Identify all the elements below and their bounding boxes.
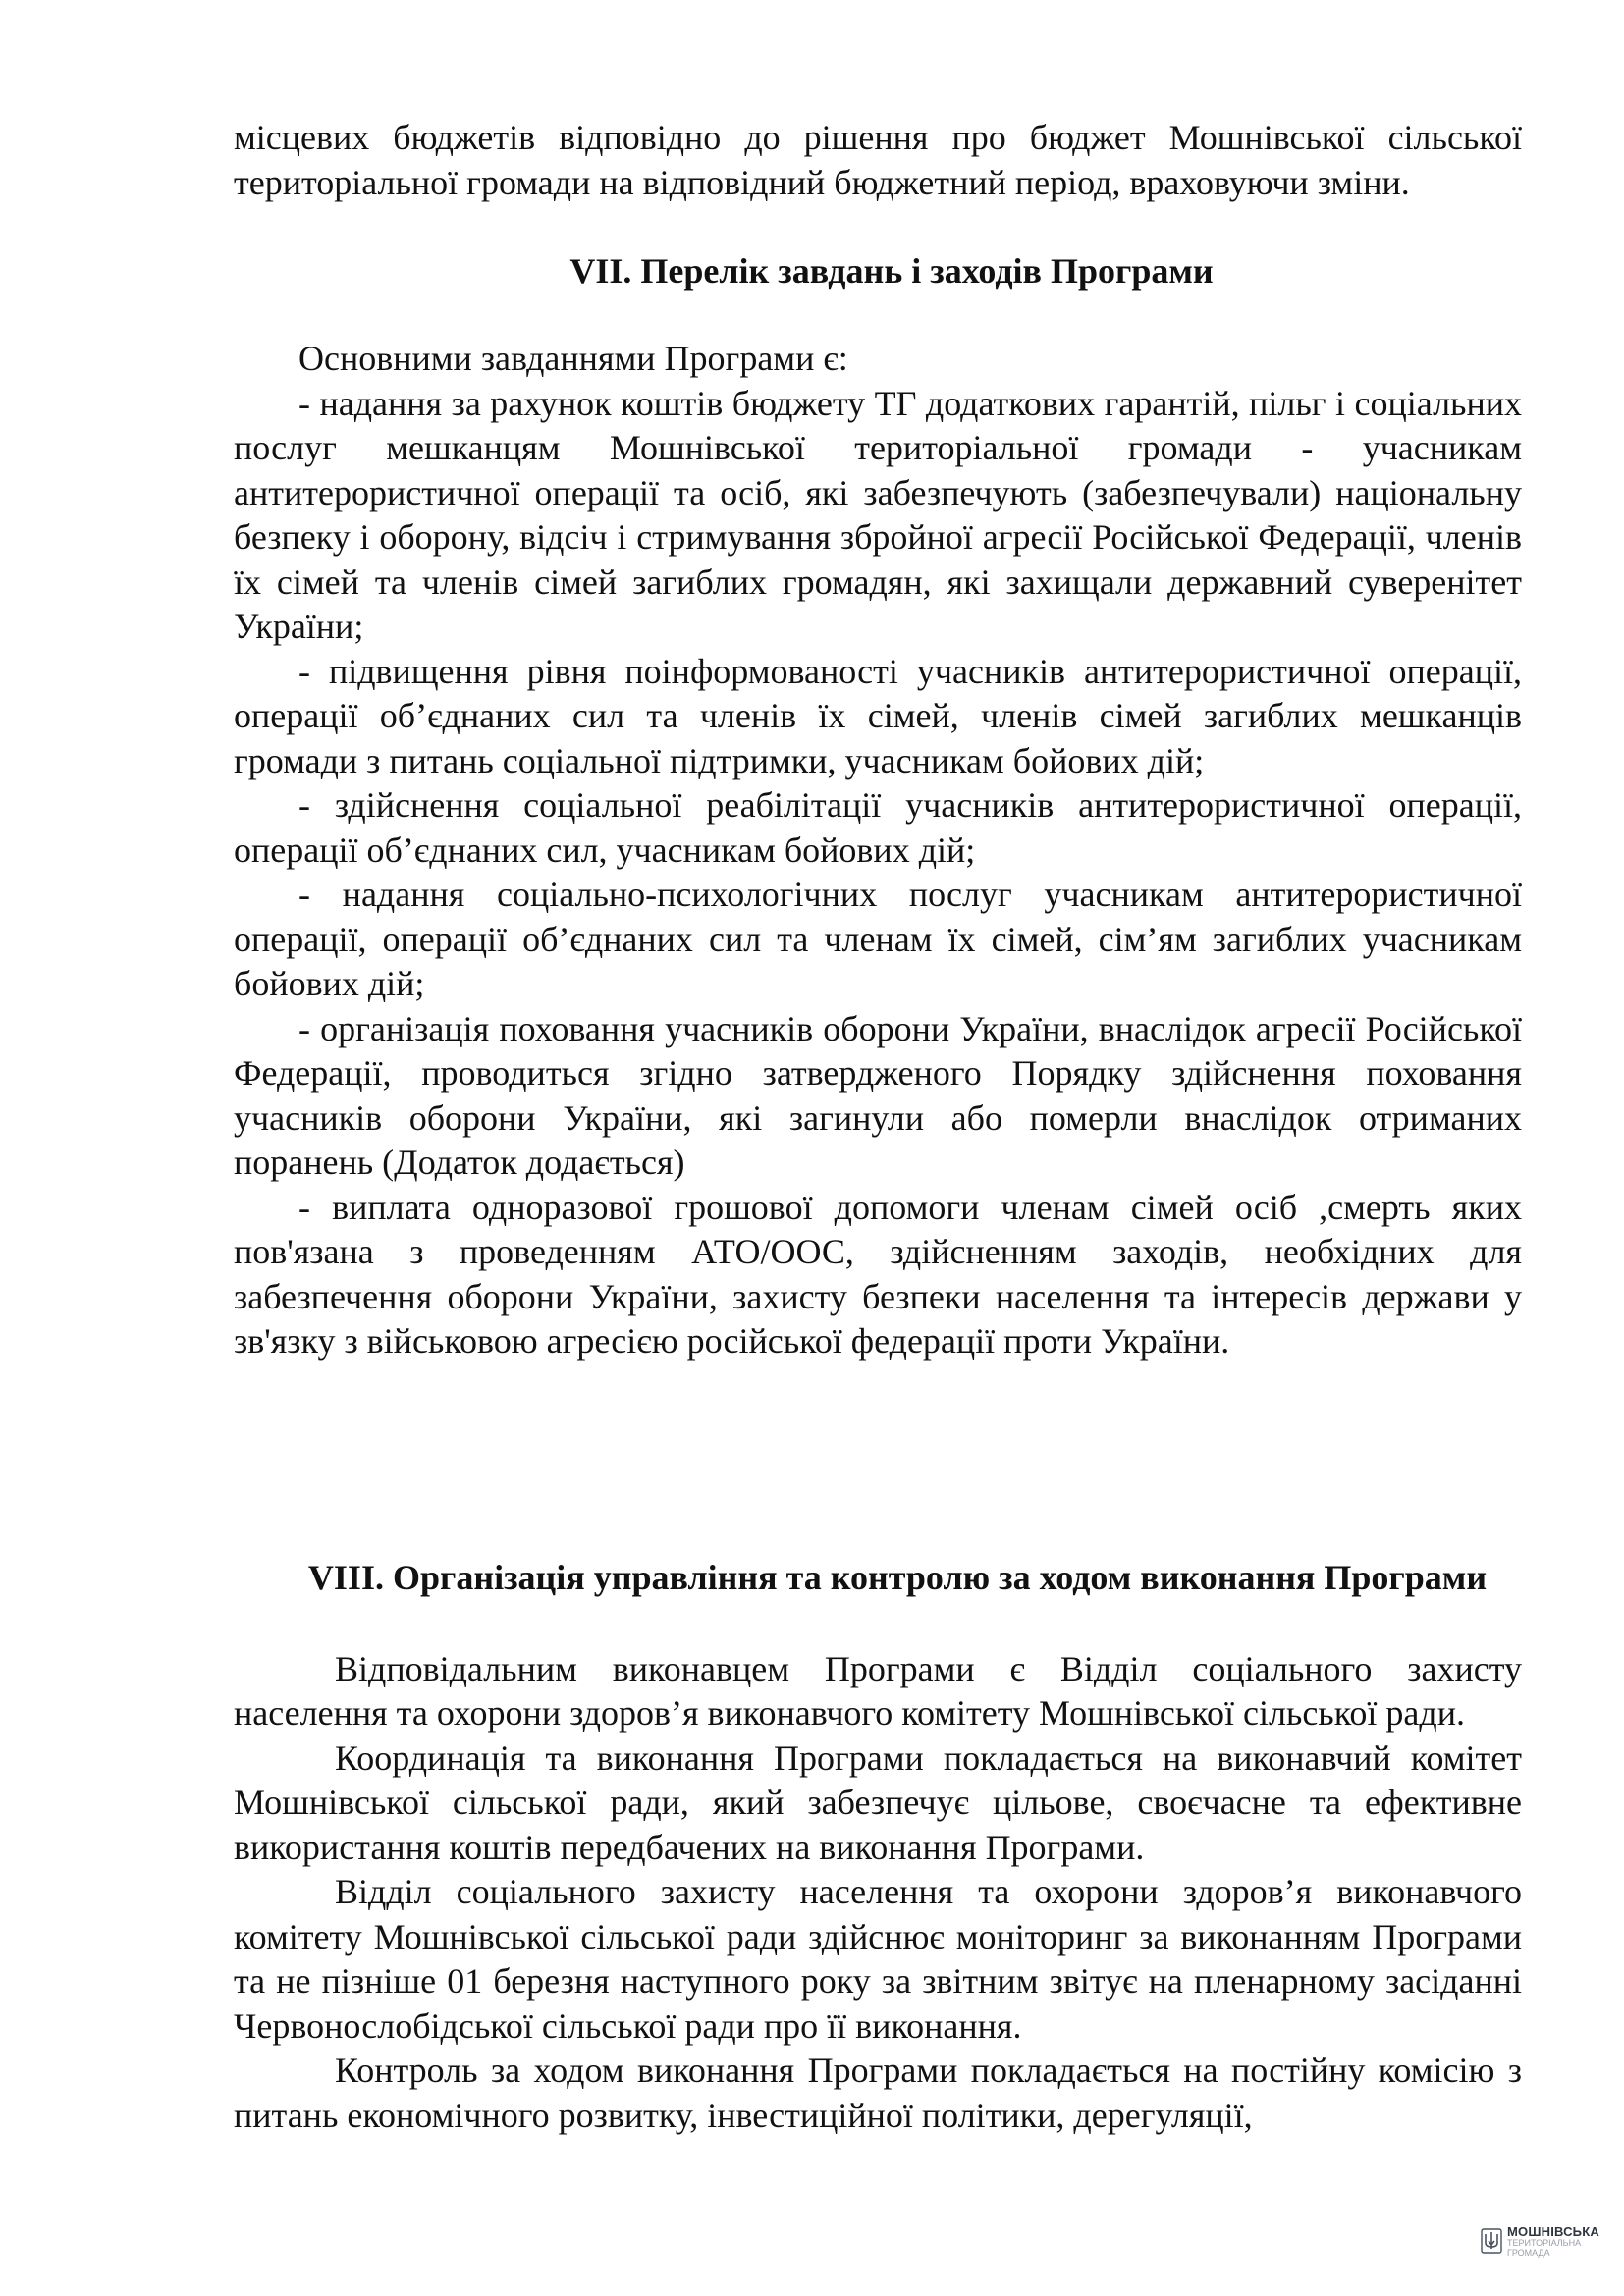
section-8-paragraph: Координація та виконання Програми покладається на виконавчий комітет Мошнівської сільської ради, який забезпечує цільове, своєчасне та ефективне використання коштів передбачених на виконання Програми. [234,1737,1522,1867]
section-7-item: - надання за рахунок коштів бюджету ТГ додаткових гарантій, пільг і соціальних послуг мешканцям Мошнівської територіальної громади - учасникам антитерористичної операції та осіб, які забезпечують (забезпечували) національну безпеку і оборону, відсіч і стримування збройної агресії Російської Федерації, членів їх сімей та членів сімей загиблих громадян, які захищали державний суверенітет України; [234,383,1522,646]
watermark-subtitle-2: ГРОМАДА [1507,2248,1550,2258]
trident-icon [1481,2228,1502,2256]
document-page [234,116,1522,2138]
section-8-heading: VІІІ. Організація управління та контролю за ходом виконання Програми [307,1557,1488,1597]
intro-paragraph: місцевих бюджетів відповідно до рішення про бюджет Мошнівської сільської територіальної громади на відповідний бюджетний період, враховуючи зміни. [234,118,1522,202]
section-7-item: - підвищення рівня поінформованості учасників антитерористичної операції, операції об’єднаних сил та членів їх сімей, членів сімей загиблих мешканців громади з питань соціальної підтримки, учасникам бойових дій; [234,651,1522,780]
section-8-paragraph: Відділ соціального захисту населення та охорони здоров’я виконавчого комітету Мошнівської сільської ради здійснює моніторинг за виконанням Програми та не пізніше 01 березня наступного року за звітним звітує на пленарному засіданні Червонослобідської сільської ради про її виконання. [234,1872,1522,2046]
watermark-text [1507,2225,1599,2258]
section-7-item: - виплата одноразової грошової допомоги членам сімей осіб ,смерть яких пов'язана з проведенням АТО/ООС, здійсненням заходів, необхідних для забезпечення оборони України, захисту безпеки населення та інтересів держави у зв'язку з військовою агресією російської федерації проти України. [234,1187,1522,1361]
section-7-item: - організація поховання учасників оборони України, внаслідок агресії Російської Федерації, проводиться згідно затвердженого Порядку здійснення поховання учасників оборони України, які загинули або померли внаслідок отриманих поранень (Додаток додається) [234,1008,1522,1182]
watermark-name: МОШНІВСЬКА [1507,2224,1599,2239]
section-8-paragraph: Контроль за ходом виконання Програми покладається на постійну комісію з питань економічного розвитку, інвестиційної політики, дерегуляції, [234,2051,1522,2135]
watermark-subtitle-1: ТЕРИТОРІАЛЬНА [1507,2238,1582,2248]
section-7-item: - здійснення соціальної реабілітації учасників антитерористичної операції, операції об’єднаних сил, учасникам бойових дій; [234,785,1522,870]
section-7-item: - надання соціально-психологічних послуг учасникам антитерористичної операції, операції об’єднаних сил та членам їх сімей, сім’ям загиблих учасникам бойових дій; [234,875,1522,1003]
section-7-lead: Основними завданнями Програми є: [298,339,848,378]
community-watermark [1481,2225,1599,2258]
section-7-heading: VІІ. Перелік завдань і заходів Програми [569,251,1214,291]
section-8-paragraph: Відповідальним виконавцем Програми є Відділ соціального захисту населення та охорони здоров’я виконавчого комітету Мошнівської сільської ради. [234,1648,1522,1733]
